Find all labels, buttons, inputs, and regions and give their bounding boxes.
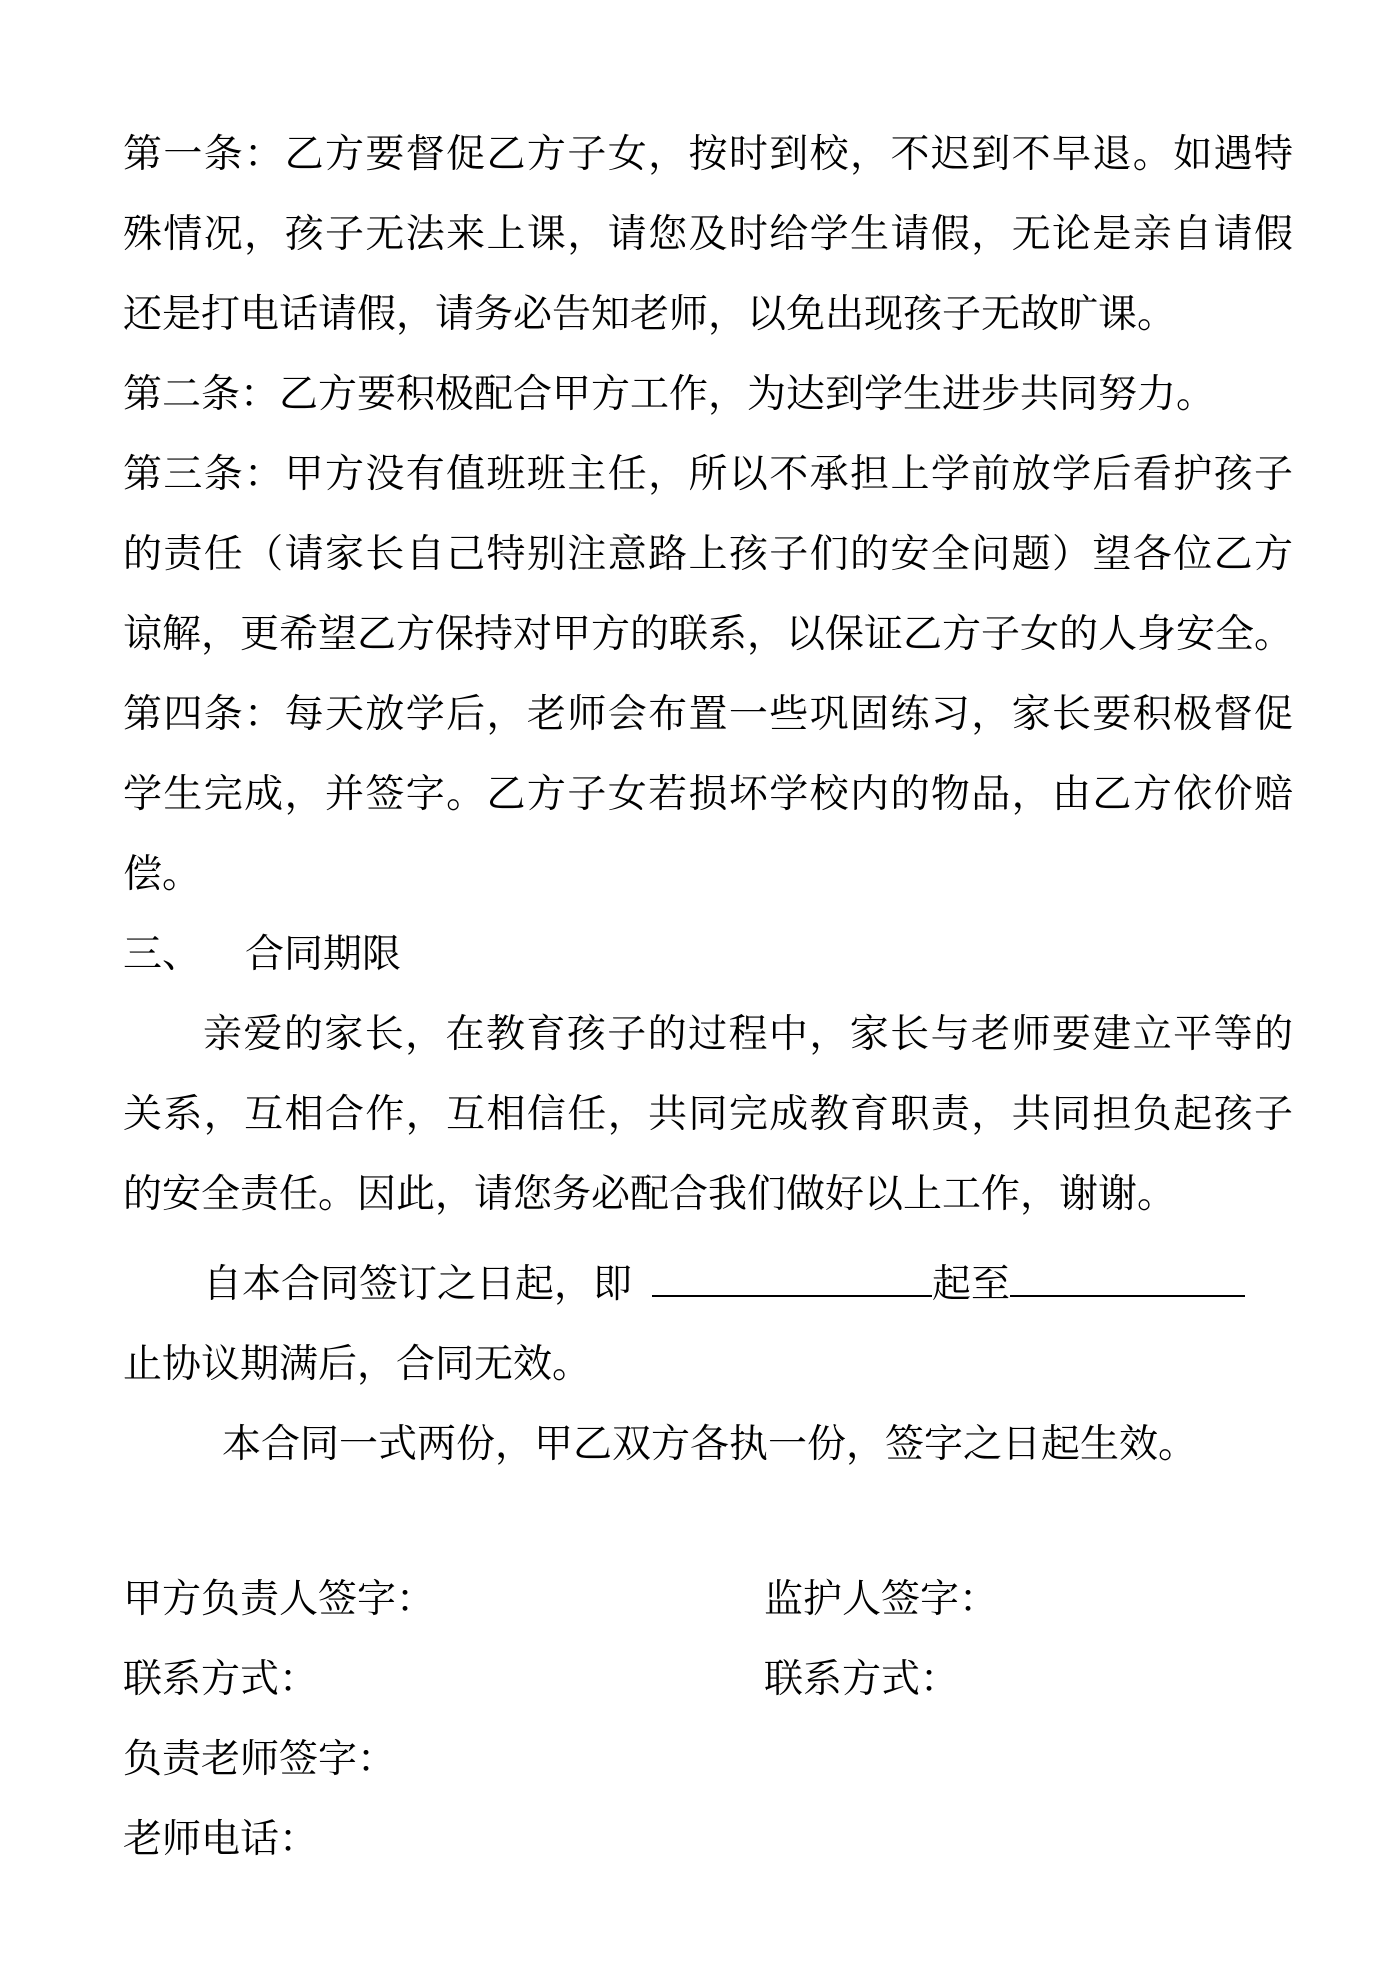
article1-line2: 殊情况，孩子无法来上课，请您及时给学生请假，无论是亲自请假 — [123, 212, 1293, 257]
article3-line2: 的责任（请家长自己特别注意路上孩子们的安全问题）望各位乙方 — [123, 532, 1293, 577]
article4-line1: 第四条：每天放学后，老师会布置一些巩固练习，家长要积极督促 — [123, 692, 1293, 737]
term-prefix: 自本合同签订之日起，即 — [203, 1262, 633, 1307]
article1-line3: 还是打电话请假，请务必告知老师，以免出现孩子无故旷课。 — [123, 292, 1177, 337]
end-date-blank[interactable] — [1010, 1245, 1245, 1297]
copies-line: 本合同一式两份，甲乙双方各执一份，签字之日起生效。 — [222, 1422, 1198, 1467]
teacher-sign-label: 负责老师签字： — [123, 1737, 397, 1782]
guardian-sign-label: 监护人签字： — [764, 1577, 999, 1622]
teacher-phone-label: 老师电话： — [123, 1817, 319, 1862]
section3-title: 合同期限 — [245, 932, 402, 977]
article4-line3: 偿。 — [123, 852, 202, 897]
article3-line3: 谅解，更希望乙方保持对甲方的联系，以保证乙方子女的人身安全。 — [123, 612, 1294, 657]
term-middle: 起至 — [932, 1262, 1011, 1307]
guardian-contact-label: 联系方式： — [764, 1657, 960, 1702]
closing-line3: 的安全责任。因此，请您务必配合我们做好以上工作，谢谢。 — [123, 1172, 1177, 1217]
section3-heading — [123, 915, 1293, 995]
closing-line2: 关系，互相合作，互相信任，共同完成教育职责，共同担负起孩子 — [123, 1092, 1293, 1137]
section3-number: 三、 — [123, 932, 202, 977]
article4-line2: 学生完成，并签字。乙方子女若损坏学校内的物品，由乙方依价赔 — [123, 772, 1293, 817]
article1-line1: 第一条：乙方要督促乙方子女，按时到校，不迟到不早退。如遇特 — [123, 132, 1293, 177]
start-date-blank[interactable] — [652, 1245, 932, 1297]
partyA-sign-label: 甲方负责人签字： — [123, 1577, 436, 1622]
article3-line1: 第三条：甲方没有值班班主任，所以不承担上学前放学后看护孩子 — [123, 452, 1293, 497]
partyA-contact-label: 联系方式： — [123, 1657, 319, 1702]
article2-line1: 第二条：乙方要积极配合甲方工作，为达到学生进步共同努力。 — [123, 372, 1216, 417]
term-suffix: 止协议期满后，合同无效。 — [123, 1342, 592, 1387]
closing-line1: 亲爱的家长，在教育孩子的过程中，家长与老师要建立平等的 — [203, 1012, 1293, 1057]
term-line — [203, 1245, 1293, 1325]
